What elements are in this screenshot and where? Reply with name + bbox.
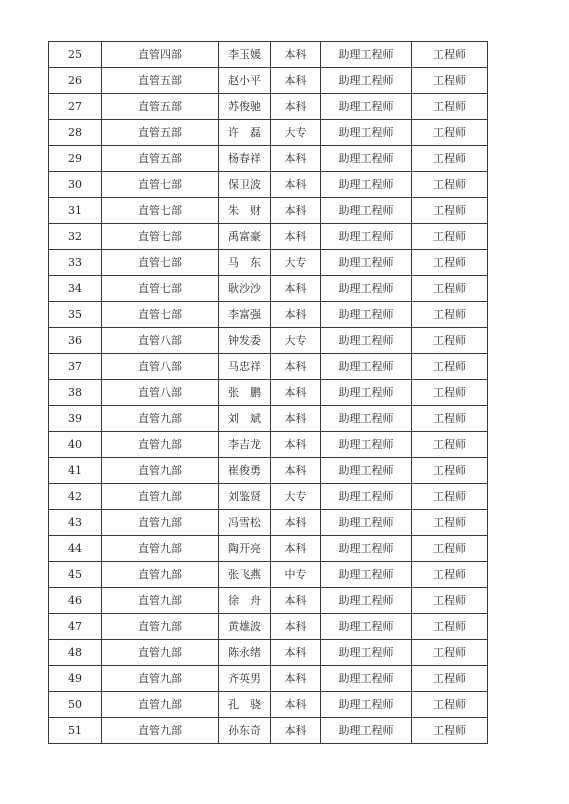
row-number-cell: 36 [49,328,102,354]
table-row [49,172,488,198]
current-title-cell: 助理工程师 [321,198,412,224]
education-cell: 本科 [271,458,321,484]
row-number-cell: 42 [49,484,102,510]
row-number-cell: 37 [49,354,102,380]
qualification-cell: 工程师 [412,458,488,484]
department-cell: 直管九部 [102,666,219,692]
current-title-cell: 助理工程师 [321,458,412,484]
current-title-cell: 助理工程师 [321,588,412,614]
department-cell: 直管七部 [102,250,219,276]
qualification-cell: 工程师 [412,432,488,458]
table-row [49,68,488,94]
table-row [49,562,488,588]
row-number-cell: 38 [49,380,102,406]
table-row [49,640,488,666]
row-number-cell: 47 [49,614,102,640]
name-cell: 耿沙沙 [219,276,271,302]
row-number-cell: 26 [49,68,102,94]
qualification-cell: 工程师 [412,614,488,640]
row-number-cell: 40 [49,432,102,458]
table-row [49,328,488,354]
name-cell: 苏俊驰 [219,94,271,120]
current-title-cell: 助理工程师 [321,354,412,380]
department-cell: 直管七部 [102,302,219,328]
current-title-cell: 助理工程师 [321,328,412,354]
row-number-cell: 49 [49,666,102,692]
name-cell: 李吉龙 [219,432,271,458]
name-cell: 黄雄波 [219,614,271,640]
qualification-cell: 工程师 [412,42,488,68]
name-cell: 孔 骁 [219,692,271,718]
current-title-cell: 助理工程师 [321,614,412,640]
qualification-cell: 工程师 [412,198,488,224]
table-row [49,666,488,692]
education-cell: 本科 [271,510,321,536]
qualification-cell: 工程师 [412,718,488,744]
qualification-cell: 工程师 [412,94,488,120]
education-cell: 本科 [271,94,321,120]
row-number-cell: 45 [49,562,102,588]
education-cell: 本科 [271,432,321,458]
department-cell: 直管九部 [102,588,219,614]
table-row [49,588,488,614]
table-row [49,94,488,120]
current-title-cell: 助理工程师 [321,42,412,68]
education-cell: 本科 [271,172,321,198]
department-cell: 直管五部 [102,94,219,120]
current-title-cell: 助理工程师 [321,510,412,536]
row-number-cell: 41 [49,458,102,484]
department-cell: 直管九部 [102,562,219,588]
education-cell: 本科 [271,380,321,406]
name-cell: 张飞燕 [219,562,271,588]
table-row [49,692,488,718]
name-cell: 保卫波 [219,172,271,198]
current-title-cell: 助理工程师 [321,692,412,718]
row-number-cell: 25 [49,42,102,68]
department-cell: 直管五部 [102,120,219,146]
education-cell: 大专 [271,250,321,276]
current-title-cell: 助理工程师 [321,146,412,172]
qualification-cell: 工程师 [412,588,488,614]
qualification-cell: 工程师 [412,692,488,718]
current-title-cell: 助理工程师 [321,380,412,406]
department-cell: 直管五部 [102,68,219,94]
current-title-cell: 助理工程师 [321,484,412,510]
department-cell: 直管九部 [102,614,219,640]
table-row [49,380,488,406]
current-title-cell: 助理工程师 [321,172,412,198]
row-number-cell: 29 [49,146,102,172]
department-cell: 直管八部 [102,380,219,406]
education-cell: 本科 [271,42,321,68]
department-cell: 直管五部 [102,146,219,172]
current-title-cell: 助理工程师 [321,536,412,562]
row-number-cell: 44 [49,536,102,562]
row-number-cell: 31 [49,198,102,224]
qualification-cell: 工程师 [412,302,488,328]
current-title-cell: 助理工程师 [321,120,412,146]
education-cell: 本科 [271,198,321,224]
department-cell: 直管九部 [102,406,219,432]
name-cell: 陈永绪 [219,640,271,666]
qualification-cell: 工程师 [412,224,488,250]
name-cell: 杨春祥 [219,146,271,172]
name-cell: 冯雪松 [219,510,271,536]
qualification-cell: 工程师 [412,250,488,276]
qualification-cell: 工程师 [412,380,488,406]
row-number-cell: 27 [49,94,102,120]
table-row [49,458,488,484]
row-number-cell: 33 [49,250,102,276]
department-cell: 直管七部 [102,198,219,224]
department-cell: 直管九部 [102,458,219,484]
education-cell: 大专 [271,328,321,354]
row-number-cell: 43 [49,510,102,536]
qualification-cell: 工程师 [412,640,488,666]
qualification-cell: 工程师 [412,406,488,432]
qualification-cell: 工程师 [412,562,488,588]
table-row [49,250,488,276]
name-cell: 李富强 [219,302,271,328]
current-title-cell: 助理工程师 [321,718,412,744]
current-title-cell: 助理工程师 [321,68,412,94]
qualification-cell: 工程师 [412,536,488,562]
education-cell: 本科 [271,536,321,562]
current-title-cell: 助理工程师 [321,562,412,588]
department-cell: 直管七部 [102,276,219,302]
education-cell: 中专 [271,562,321,588]
table-row [49,302,488,328]
education-cell: 大专 [271,484,321,510]
department-cell: 直管九部 [102,692,219,718]
education-cell: 本科 [271,302,321,328]
education-cell: 本科 [271,640,321,666]
table-row [49,198,488,224]
personnel-table [48,41,488,744]
current-title-cell: 助理工程师 [321,666,412,692]
department-cell: 直管七部 [102,172,219,198]
name-cell: 马忠祥 [219,354,271,380]
name-cell: 齐英男 [219,666,271,692]
name-cell: 刘 斌 [219,406,271,432]
current-title-cell: 助理工程师 [321,94,412,120]
row-number-cell: 35 [49,302,102,328]
qualification-cell: 工程师 [412,120,488,146]
table-row [49,536,488,562]
education-cell: 本科 [271,718,321,744]
qualification-cell: 工程师 [412,276,488,302]
name-cell: 崔俊勇 [219,458,271,484]
education-cell: 本科 [271,224,321,250]
row-number-cell: 39 [49,406,102,432]
table-row [49,120,488,146]
current-title-cell: 助理工程师 [321,432,412,458]
row-number-cell: 30 [49,172,102,198]
department-cell: 直管四部 [102,42,219,68]
name-cell: 李玉媛 [219,42,271,68]
row-number-cell: 34 [49,276,102,302]
row-number-cell: 51 [49,718,102,744]
qualification-cell: 工程师 [412,354,488,380]
table-row [49,224,488,250]
name-cell: 禹富豪 [219,224,271,250]
department-cell: 直管八部 [102,354,219,380]
table-row [49,432,488,458]
current-title-cell: 助理工程师 [321,250,412,276]
name-cell: 马 东 [219,250,271,276]
education-cell: 本科 [271,354,321,380]
department-cell: 直管九部 [102,536,219,562]
qualification-cell: 工程师 [412,328,488,354]
table-row [49,406,488,432]
department-cell: 直管九部 [102,718,219,744]
education-cell: 本科 [271,146,321,172]
name-cell: 许 磊 [219,120,271,146]
education-cell: 本科 [271,68,321,94]
row-number-cell: 32 [49,224,102,250]
row-number-cell: 50 [49,692,102,718]
name-cell: 张 鹏 [219,380,271,406]
table-row [49,354,488,380]
name-cell: 徐 舟 [219,588,271,614]
department-cell: 直管九部 [102,640,219,666]
table-row [49,146,488,172]
qualification-cell: 工程师 [412,172,488,198]
education-cell: 大专 [271,120,321,146]
table-row [49,42,488,68]
name-cell: 刘鉴贤 [219,484,271,510]
current-title-cell: 助理工程师 [321,302,412,328]
department-cell: 直管七部 [102,224,219,250]
current-title-cell: 助理工程师 [321,276,412,302]
current-title-cell: 助理工程师 [321,640,412,666]
qualification-cell: 工程师 [412,68,488,94]
department-cell: 直管九部 [102,510,219,536]
table-row [49,276,488,302]
qualification-cell: 工程师 [412,510,488,536]
qualification-cell: 工程师 [412,146,488,172]
name-cell: 赵小平 [219,68,271,94]
row-number-cell: 48 [49,640,102,666]
education-cell: 本科 [271,666,321,692]
department-cell: 直管八部 [102,328,219,354]
qualification-cell: 工程师 [412,484,488,510]
table-row [49,718,488,744]
table-row [49,614,488,640]
education-cell: 本科 [271,692,321,718]
table-row [49,484,488,510]
name-cell: 朱 财 [219,198,271,224]
department-cell: 直管九部 [102,432,219,458]
table-row [49,510,488,536]
name-cell: 孙东奇 [219,718,271,744]
row-number-cell: 28 [49,120,102,146]
qualification-cell: 工程师 [412,666,488,692]
current-title-cell: 助理工程师 [321,224,412,250]
department-cell: 直管九部 [102,484,219,510]
education-cell: 本科 [271,614,321,640]
row-number-cell: 46 [49,588,102,614]
current-title-cell: 助理工程师 [321,406,412,432]
education-cell: 本科 [271,588,321,614]
education-cell: 本科 [271,406,321,432]
education-cell: 本科 [271,276,321,302]
name-cell: 钟发委 [219,328,271,354]
name-cell: 陶开亮 [219,536,271,562]
table-body [49,42,488,744]
